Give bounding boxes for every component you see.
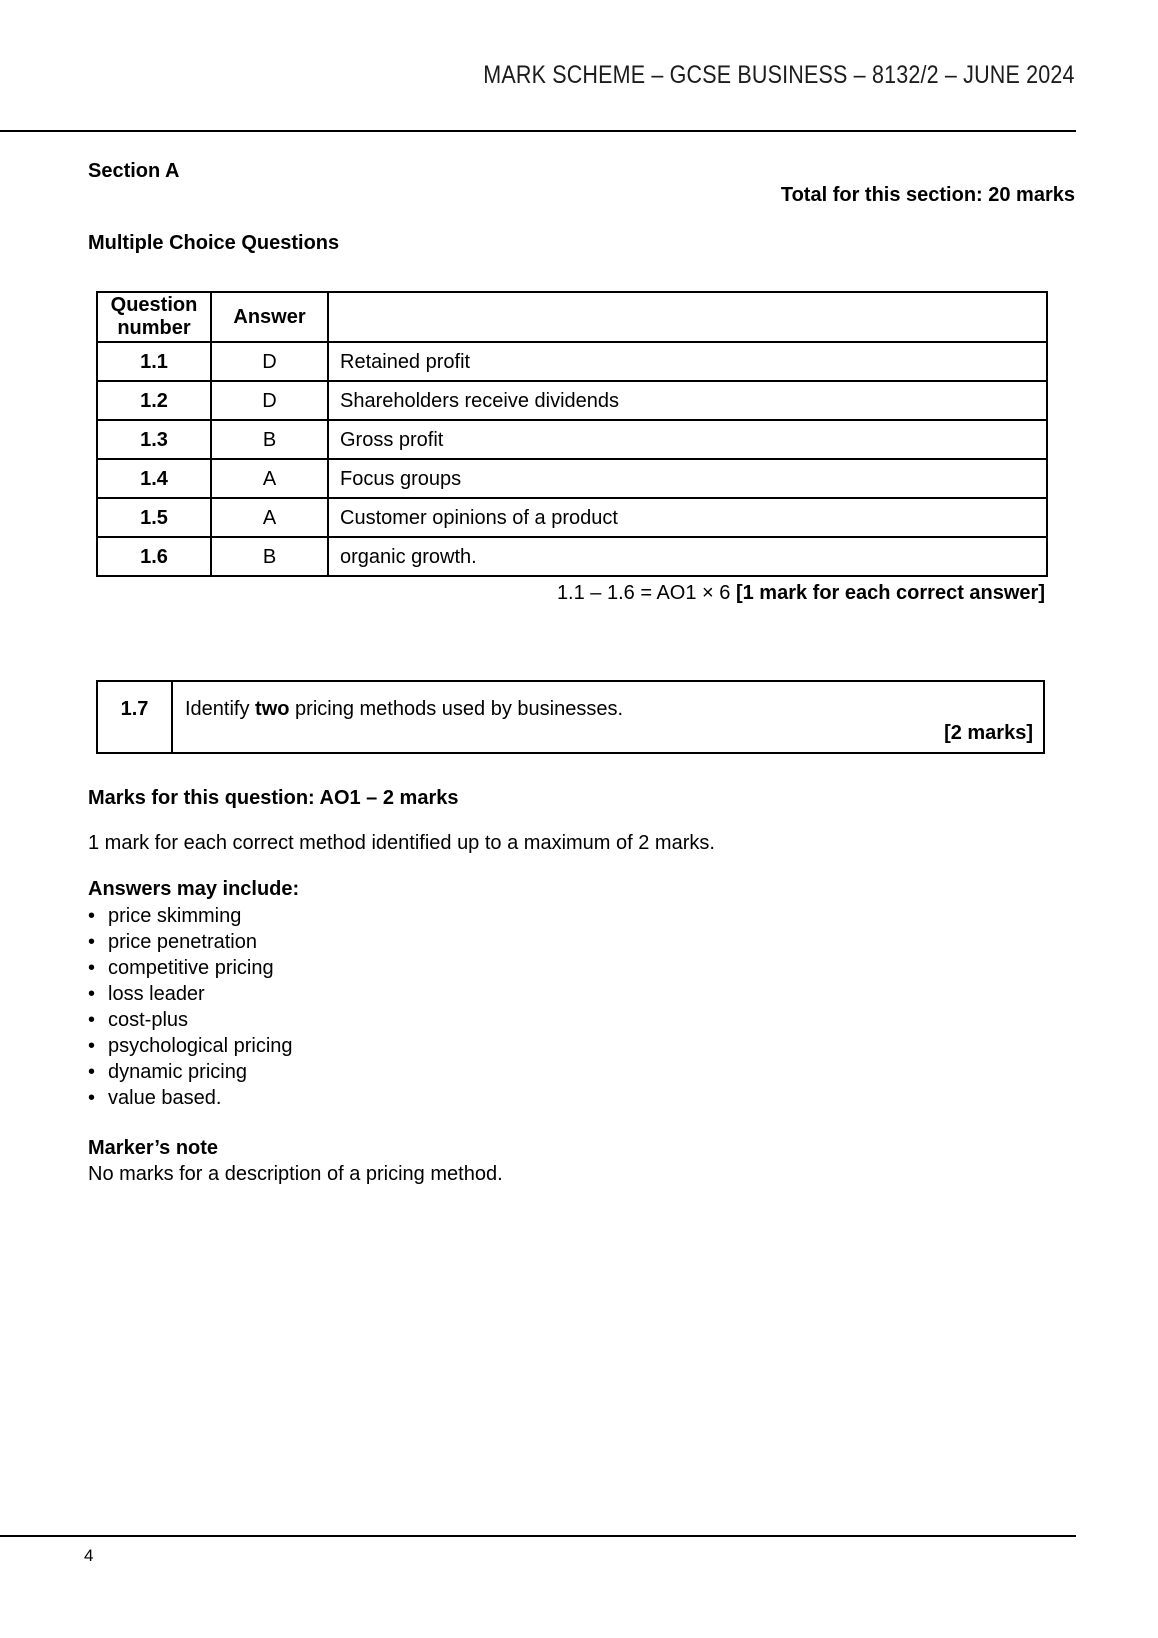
answers-heading: Answers may include: [88,878,300,900]
page-number: 4 [84,1546,94,1565]
bullet-icon: • [88,1009,96,1031]
footer-rule [0,1535,1076,1537]
marking-guidance: 1 mark for each correct method identified up to a maximum of 2 marks. [88,832,715,854]
answer-item [88,929,293,955]
table-cell-qnum: 1.5 [97,498,211,537]
header-rule [0,130,1076,132]
bullet-icon: • [88,905,96,927]
table-cell-desc: organic growth. [328,537,1047,576]
answer-item [88,981,293,1007]
answer-item [88,1033,293,1059]
question-text-post: pricing methods used by businesses. [289,698,623,720]
column-header-question-number: Question number [97,292,211,342]
table-cell-qnum: 1.2 [97,381,211,420]
table-cell-ans: A [211,459,328,498]
bullet-icon: • [88,1035,96,1057]
table-cell-desc: Customer opinions of a product [328,498,1047,537]
answers-list [88,903,293,1111]
answer-text: cost-plus [108,1009,189,1031]
answer-item [88,1059,293,1085]
question-1-7-box [96,680,1045,754]
table-row [97,498,1047,537]
table-cell-qnum: 1.3 [97,420,211,459]
answer-text: value based. [108,1087,222,1109]
answer-item [88,955,293,981]
table-cell-desc: Shareholders receive dividends [328,381,1047,420]
question-text-bold: two [255,698,290,720]
answer-text: psychological pricing [108,1035,293,1057]
table-cell-qnum: 1.6 [97,537,211,576]
table-cell-ans: D [211,342,328,381]
question-marks-label: [2 marks] [944,722,1033,744]
ao-note-prefix: 1.1 – 1.6 = AO1 × 6 [556,582,736,604]
question-text [185,697,623,721]
section-total-marks: Total for this section: 20 marks [780,184,1075,206]
question-number: 1.7 [98,682,173,752]
table-cell-desc: Focus groups [328,459,1047,498]
mcq-answers-table [96,291,1048,577]
table-cell-desc: Retained profit [328,342,1047,381]
answer-text: price penetration [108,931,257,953]
column-header-description [328,292,1047,342]
table-cell-ans: B [211,420,328,459]
markers-note-text: No marks for a description of a pricing method. [88,1163,503,1185]
answer-text: loss leader [108,983,205,1005]
answer-text: price skimming [108,905,242,927]
markers-note-heading: Marker’s note [88,1137,219,1159]
answer-text: dynamic pricing [108,1061,247,1083]
answer-item [88,903,293,929]
answer-text: competitive pricing [108,957,274,979]
column-header-answer: Answer [211,292,328,342]
mcq-heading: Multiple Choice Questions [88,232,340,254]
answer-item [88,1085,293,1111]
bullet-icon: • [88,983,96,1005]
ao-marking-note [557,581,1045,605]
table-cell-qnum: 1.1 [97,342,211,381]
bullet-icon: • [88,1087,96,1109]
table-row [97,420,1047,459]
bullet-icon: • [88,1061,96,1083]
table-row [97,459,1047,498]
table-row [97,537,1047,576]
question-text-pre: Identify [185,698,256,720]
bullet-icon: • [88,931,96,953]
section-title: Section A [88,160,180,182]
table-cell-qnum: 1.4 [97,459,211,498]
answer-item [88,1007,293,1033]
marks-heading: Marks for this question: AO1 – 2 marks [88,787,459,809]
table-row [97,381,1047,420]
table-cell-ans: B [211,537,328,576]
table-row [97,342,1047,381]
table-header-row [97,292,1047,342]
ao-note-bold: [1 mark for each correct answer] [735,582,1045,604]
table-cell-ans: D [211,381,328,420]
table-cell-ans: A [211,498,328,537]
table-cell-desc: Gross profit [328,420,1047,459]
bullet-icon: • [88,957,96,979]
page-header-title: MARK SCHEME – GCSE BUSINESS – 8132/2 – JUNE 2024 [483,61,1075,89]
